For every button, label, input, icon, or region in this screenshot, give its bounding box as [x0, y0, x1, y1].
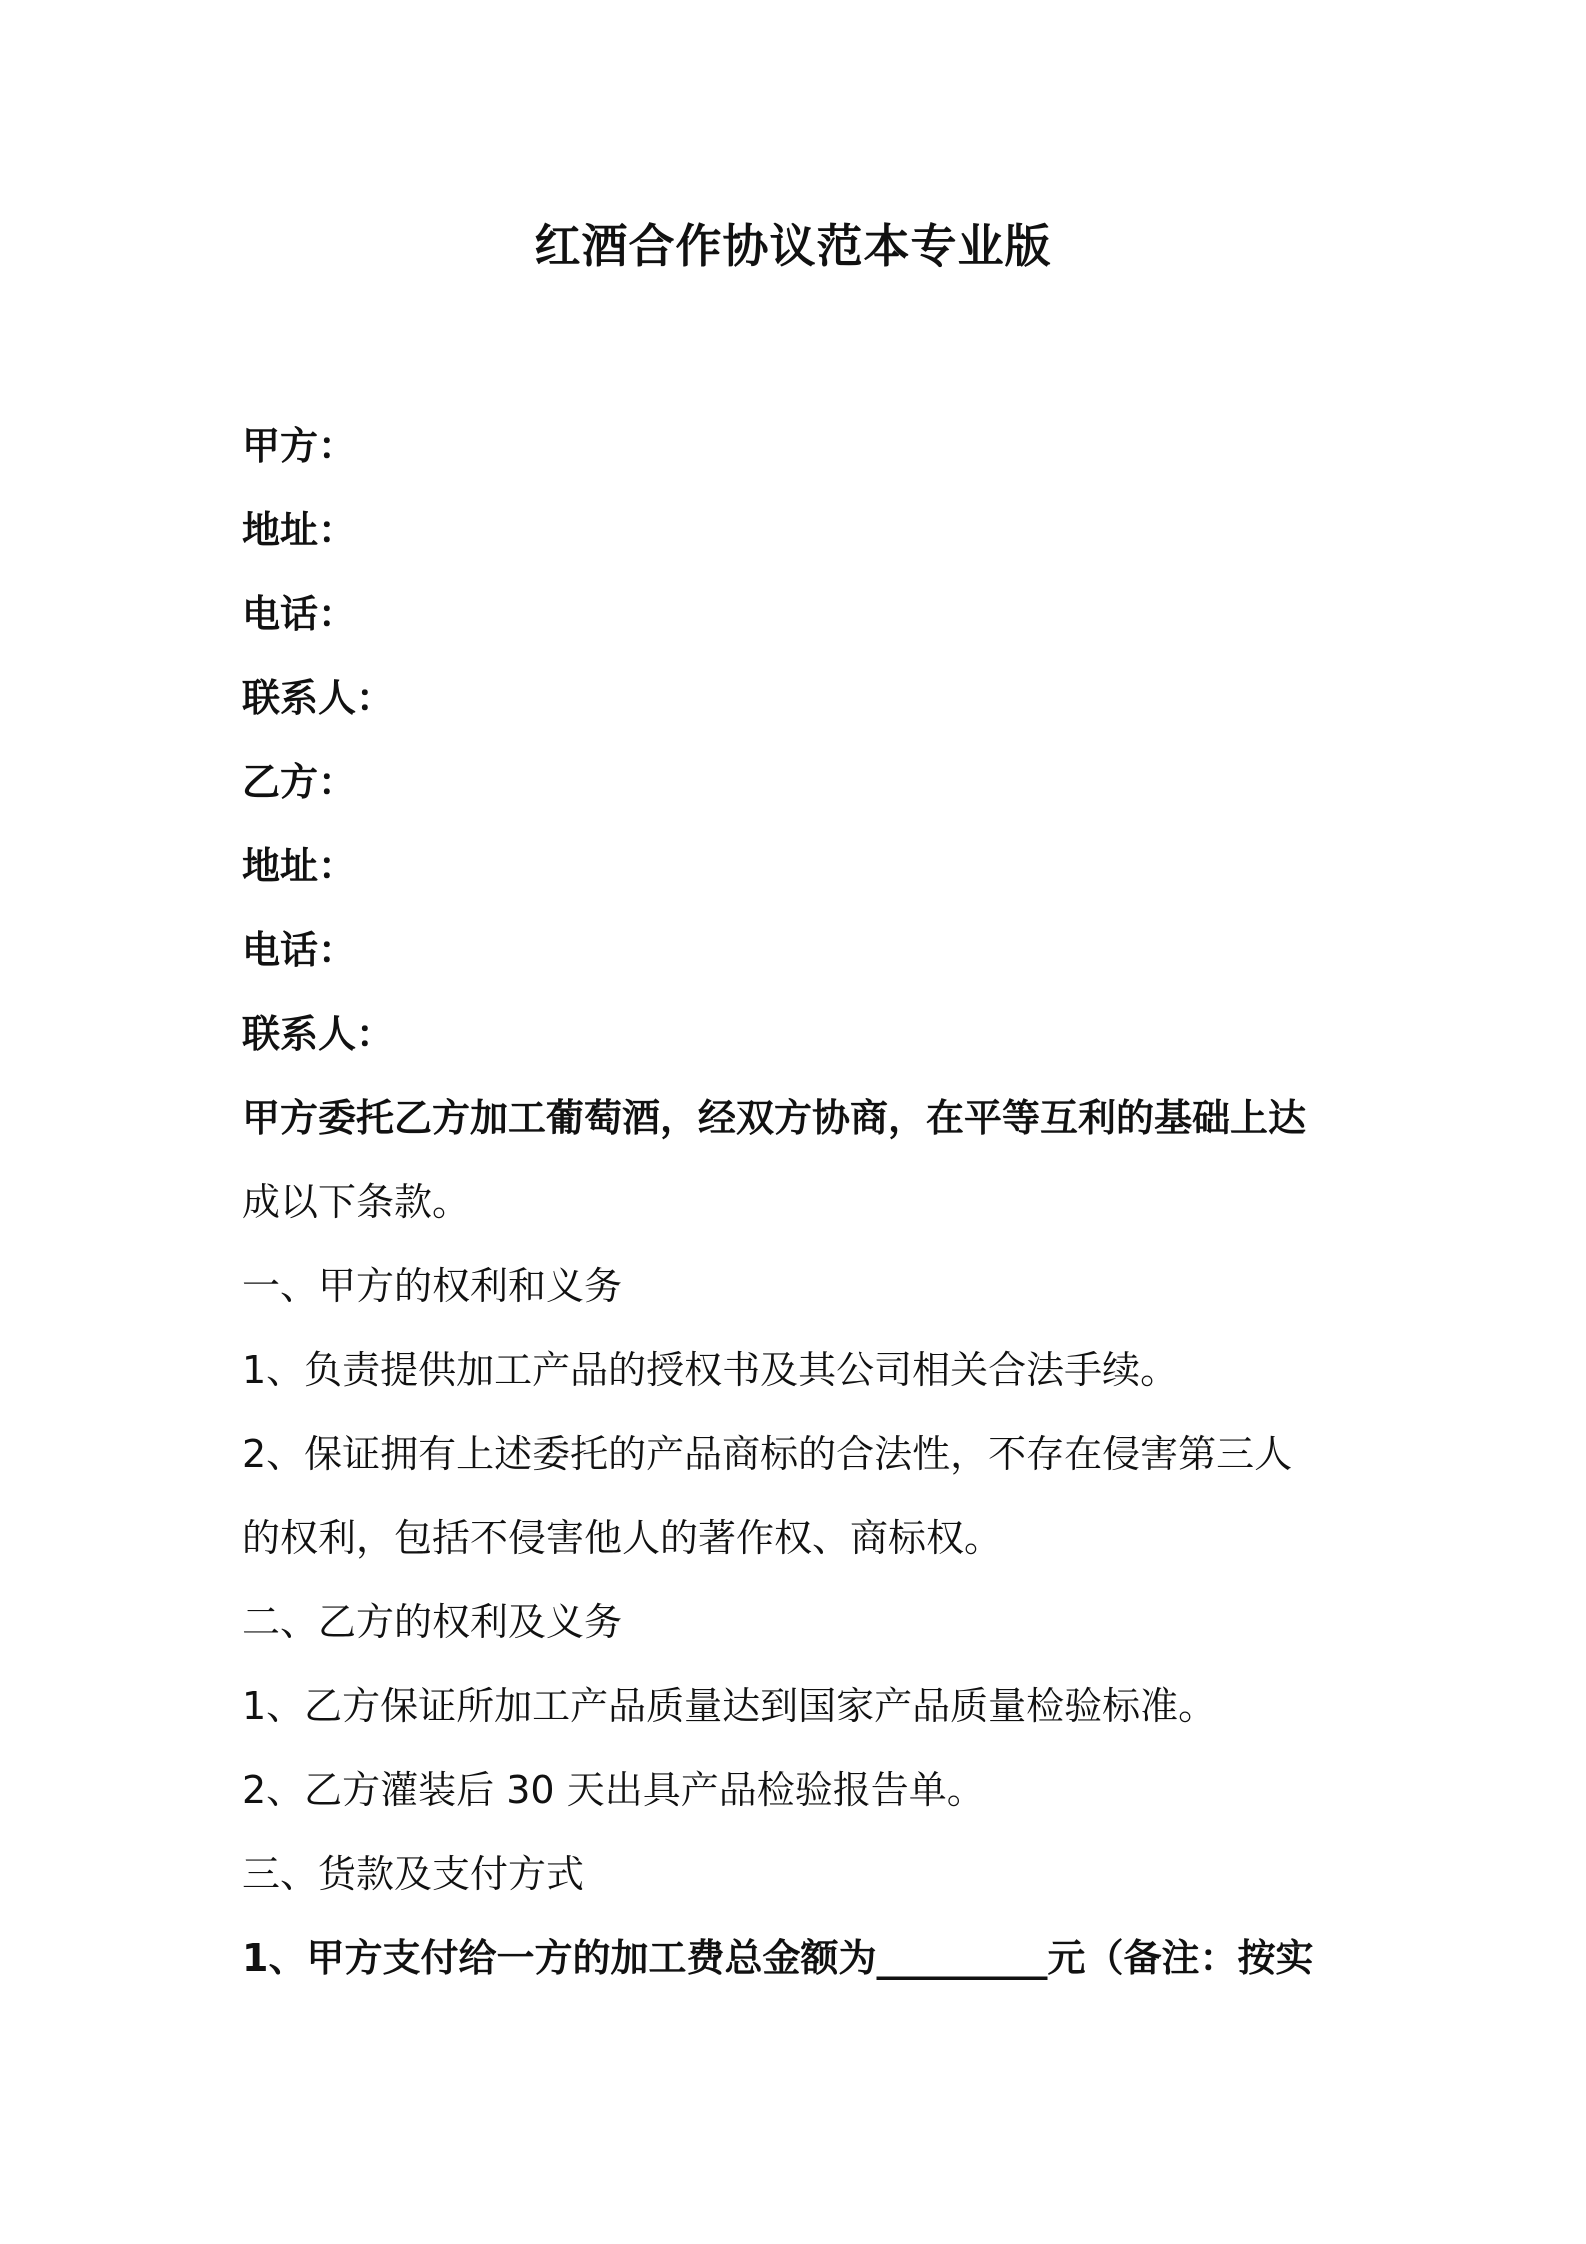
party-a-contact-label: 联系人： [242, 676, 395, 720]
clause-2-1: 1、乙方保证所加工产品质量达到国家产品质量检验标准。 [242, 1684, 1217, 1728]
document-body [242, 404, 1362, 2000]
clause-2-2: 2、乙方灌装后 30 天出具产品检验报告单。 [242, 1768, 985, 1812]
section-heading-2: 二、乙方的权利及义务 [242, 1600, 623, 1644]
party-a-label: 甲方： [242, 424, 357, 468]
clause-1-1: 1、负责提供加工产品的授权书及其公司相关合法手续。 [242, 1348, 1179, 1392]
preamble-line-2: 成以下条款。 [242, 1180, 471, 1224]
party-b-contact-label: 联系人： [242, 1012, 395, 1056]
section-heading-1: 一、甲方的权利和义务 [242, 1264, 623, 1308]
party-b-label: 乙方： [242, 760, 357, 804]
party-b-phone-label: 电话： [242, 928, 357, 972]
clause-1-2-line-1: 2、保证拥有上述委托的产品商标的合法性，不存在侵害第三人 [242, 1432, 1293, 1476]
clause-1-2-line-2: 的权利，包括不侵害他人的著作权、商标权。 [242, 1516, 1003, 1560]
preamble-line-1: 甲方委托乙方加工葡萄酒，经双方协商，在平等互利的基础上达 [242, 1096, 1307, 1140]
party-a-phone-label: 电话： [242, 592, 357, 636]
party-b-address-label: 地址： [242, 844, 357, 888]
clause-3-1: 1、甲方支付给一方的加工费总金额为_________元（备注：按实 [242, 1936, 1314, 1980]
party-a-address-label: 地址： [242, 508, 357, 552]
document-title: 红酒合作协议范本专业版 [534, 219, 1052, 273]
section-heading-3: 三、货款及支付方式 [242, 1852, 585, 1896]
